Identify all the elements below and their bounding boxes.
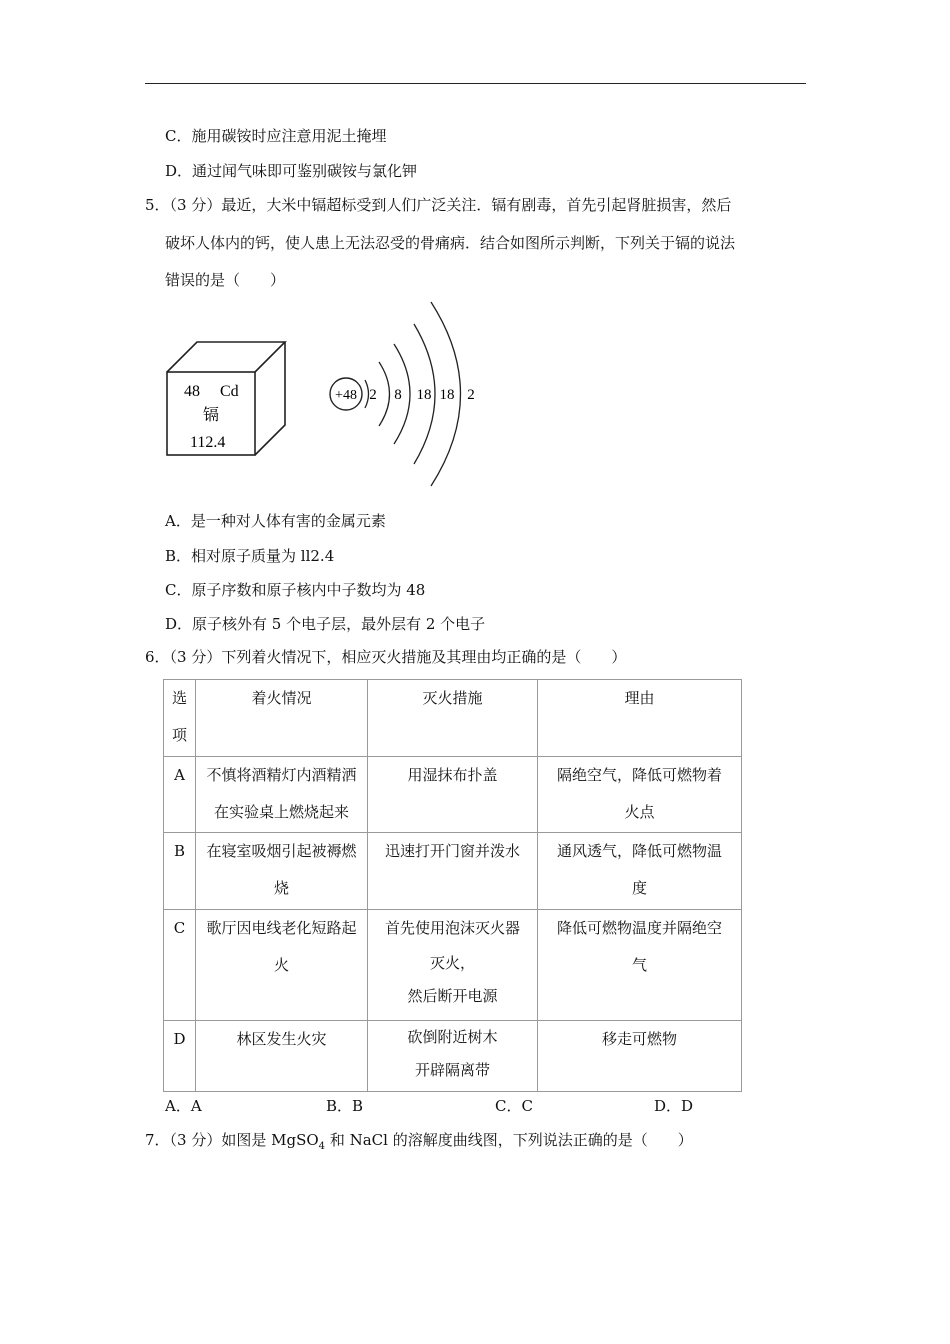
q5-option-b: B．相对原子质量为 ll2.4 [165, 547, 335, 565]
q5-option-c: C．原子序数和原子核内中子数均为 48 [165, 581, 426, 599]
q4-option-c: C．施用碳铵时应注意用泥土掩埋 [165, 127, 387, 145]
q6-choice-a: A．A [165, 1097, 202, 1115]
header-measure: 灭火措施 [368, 680, 538, 757]
q5-option-a: A．是一种对人体有害的金属元素 [165, 512, 386, 530]
row-case: 在寝室吸烟引起被褥燃 烧 [196, 833, 368, 910]
element-number: 48 [184, 383, 200, 400]
element-symbol: Cd [220, 383, 239, 400]
shell-2-count: 8 [394, 387, 402, 403]
row-option: A [164, 757, 196, 833]
row-option: D [164, 1021, 196, 1092]
table-row [164, 910, 742, 1021]
element-name: 镉 [203, 407, 220, 424]
header-reason: 理由 [538, 680, 742, 757]
table-row [164, 833, 742, 910]
header-rule [145, 83, 806, 84]
q4-option-d: D．通过闻气味即可鉴别碳铵与氯化钾 [165, 162, 418, 180]
element-mass: 112.4 [190, 434, 226, 451]
header-option: 选项 [164, 680, 196, 757]
shell-3-count: 18 [416, 387, 432, 403]
row-option: C [164, 910, 196, 1021]
q5-stem-line1: 5．（3 分）最近，大米中镉超标受到人们广泛关注．镉有剧毒，首先引起肾脏损害，然后 [145, 196, 732, 214]
q6-choice-b: B．B [326, 1097, 364, 1115]
row-reason: 移走可燃物 [538, 1021, 742, 1092]
nucleus-charge: +48 [335, 388, 357, 403]
table-header-row [164, 680, 742, 757]
q5-option-d: D．原子核外有 5 个电子层，最外层有 2 个电子 [165, 615, 486, 633]
row-case: 歌厅因电线老化短路起 火 [196, 910, 368, 1021]
table-row [164, 1021, 742, 1092]
row-reason: 隔绝空气，降低可燃物着 火点 [538, 757, 742, 833]
header-case: 着火情况 [196, 680, 368, 757]
q5-stem-line3: 错误的是（ ） [165, 271, 286, 289]
q7-stem: 7．（3 分）如图是 MgSO$_4$ 和 NaCl 的溶解度曲线图，下列说法正确的是（ ） [145, 1131, 693, 1152]
row-measure: 砍倒附近树木 开辟隔离带 [368, 1021, 538, 1092]
q5-stem-line2: 破坏人体内的钙，使人患上无法忍受的骨痛病．结合如图所示判断，下列关于镉的说法 [165, 234, 736, 252]
row-measure: 用湿抹布扑盖 [368, 757, 538, 833]
row-case: 林区发生火灾 [196, 1021, 368, 1092]
shell-5-count: 2 [467, 387, 475, 403]
row-option: B [164, 833, 196, 910]
row-reason: 通风透气，降低可燃物温 度 [538, 833, 742, 910]
row-case: 不慎将酒精灯内酒精洒 在实验桌上燃烧起来 [196, 757, 368, 833]
row-reason: 降低可燃物温度并隔绝空 气 [538, 910, 742, 1021]
q6-stem: 6．（3 分）下列着火情况下，相应灭火措施及其理由均正确的是（ ） [145, 648, 627, 666]
q6-choice-c: C．C [495, 1097, 533, 1115]
fire-table [163, 679, 742, 1092]
q6-choice-d: D．D [654, 1097, 694, 1115]
cadmium-figure [160, 296, 490, 496]
row-measure: 首先使用泡沫灭火器 灭火， 然后断开电源 [368, 910, 538, 1021]
shell-4-count: 18 [439, 387, 455, 403]
table-row [164, 757, 742, 833]
shell-1-count: 2 [369, 387, 377, 403]
row-measure: 迅速打开门窗并泼水 [368, 833, 538, 910]
